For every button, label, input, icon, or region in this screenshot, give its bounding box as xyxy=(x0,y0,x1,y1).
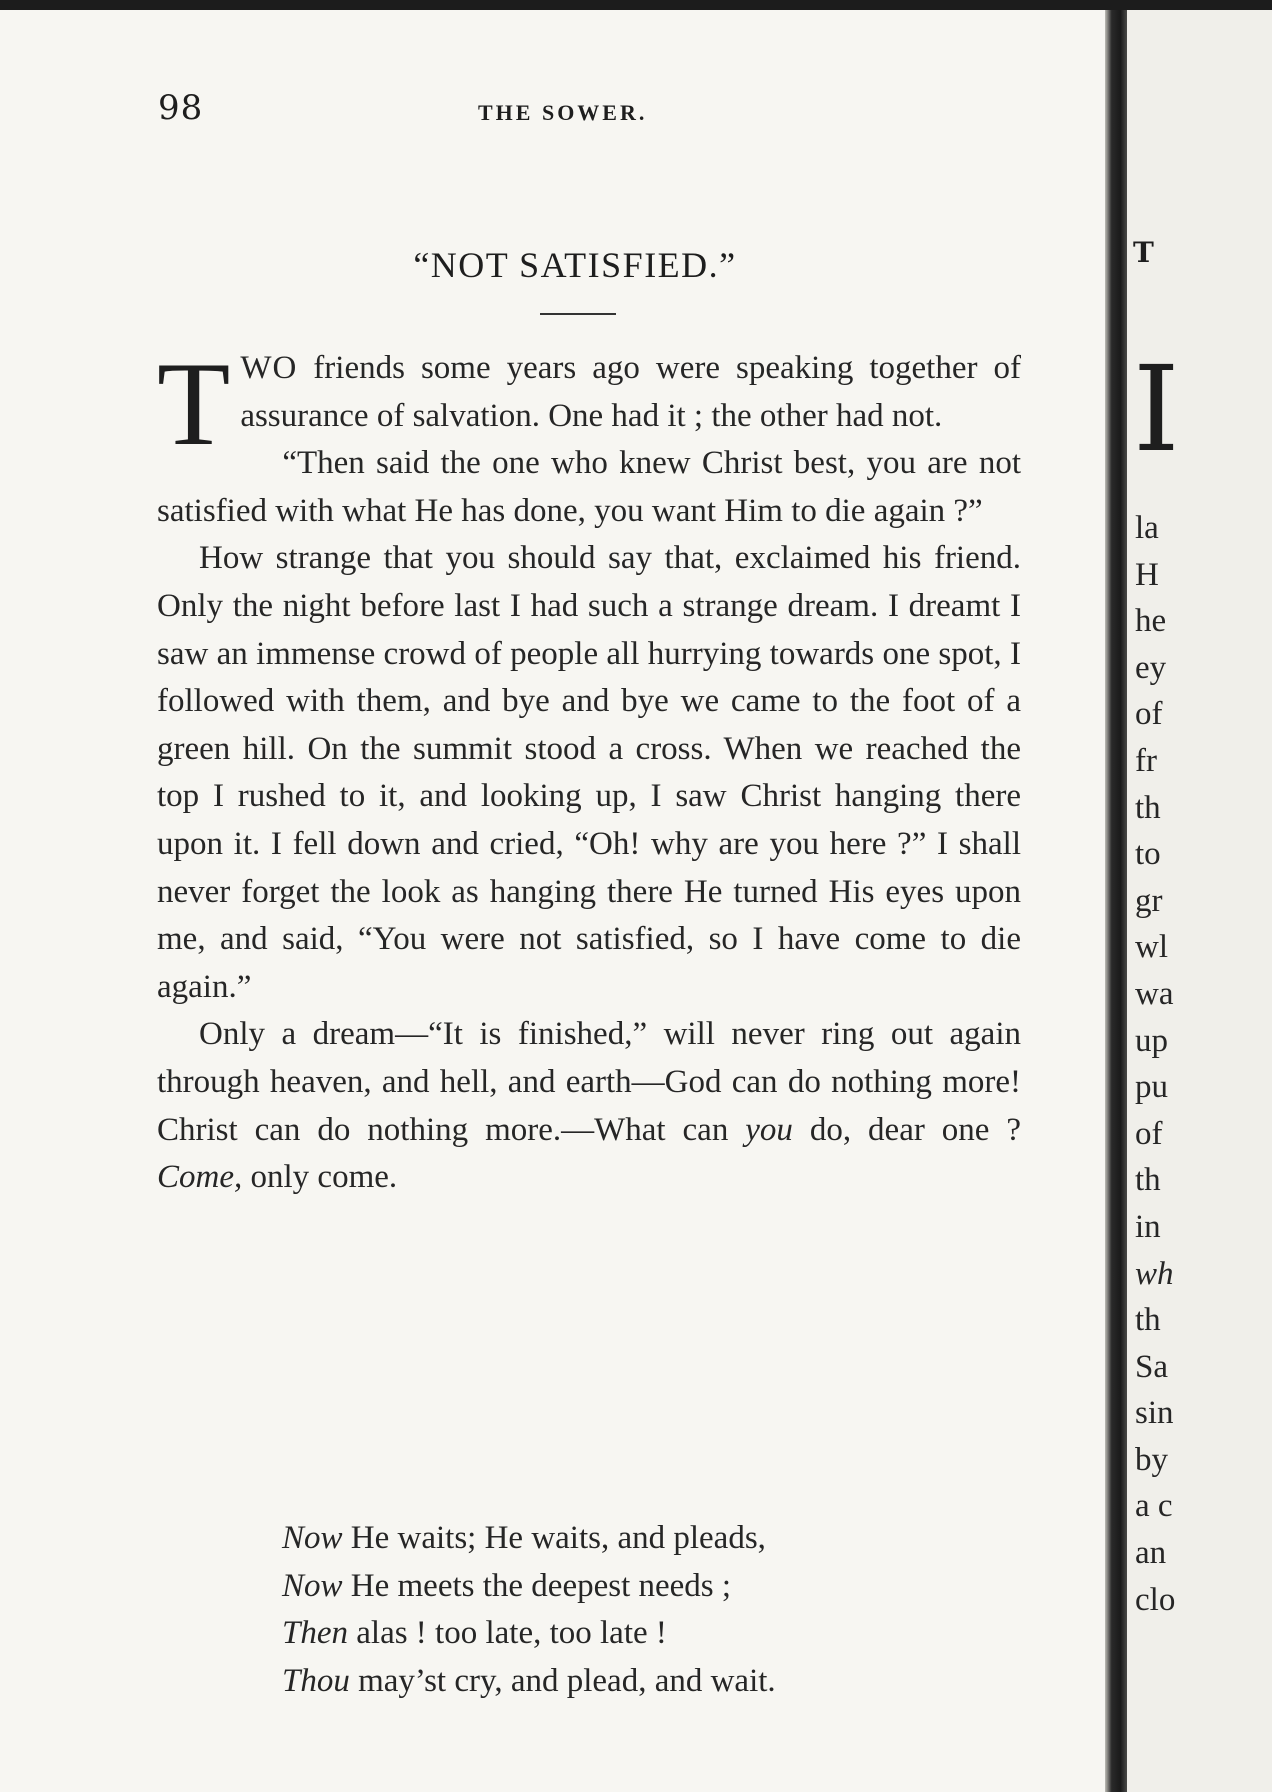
paragraph-4-you: you xyxy=(745,1111,793,1148)
running-head: THE SOWER. xyxy=(478,100,648,125)
right-page-line-fragment: pu xyxy=(1135,1069,1168,1106)
right-page-line-fragment: wa xyxy=(1135,975,1174,1012)
right-page-line-fragments xyxy=(1135,505,1175,1623)
paragraph-4-text-c: only come. xyxy=(242,1159,398,1196)
verse-line-emphasis: Thou xyxy=(282,1662,350,1699)
right-page-line-fragment: th xyxy=(1135,789,1161,826)
paragraph-4-text-a: Only a dream—“It is finished,” will never ring out again through heaven, and hell, and earth—God can do nothing more! Christ can do nothing more.—What can xyxy=(157,1016,1021,1148)
verse-line-text: He waits; He waits, and pleads, xyxy=(342,1520,766,1556)
right-page-line-fragment: wl xyxy=(1135,929,1168,966)
right-page-line-fragment: a c xyxy=(1135,1488,1173,1525)
book-gutter xyxy=(1105,10,1127,1792)
article-body xyxy=(157,337,1022,1202)
right-page-head-fragment: T xyxy=(1133,236,1154,269)
right-page-line-fragment: he xyxy=(1135,603,1167,640)
right-page-line-fragment: sin xyxy=(1135,1395,1174,1432)
right-page-line-fragment: an xyxy=(1135,1535,1167,1572)
verse-line-text: He meets the deepest needs ; xyxy=(342,1567,732,1604)
verse-line-emphasis: Now xyxy=(282,1520,343,1556)
right-page-line-fragment: up xyxy=(1135,1022,1168,1059)
right-page-line-fragment: wh xyxy=(1135,1255,1174,1292)
verse-line-text: alas ! too late, too late ! xyxy=(348,1615,667,1652)
right-page-line-fragment: fr xyxy=(1135,742,1157,779)
paragraph-4 xyxy=(157,1011,1021,1201)
right-page-line-fragment: Sa xyxy=(1135,1348,1168,1385)
right-page xyxy=(1127,10,1272,1792)
verse-line xyxy=(282,1515,982,1563)
verse-line-emphasis: Then xyxy=(282,1615,348,1652)
paragraph-1 xyxy=(157,337,1021,470)
right-page-line-fragment: of xyxy=(1135,696,1163,733)
right-page-line-fragment: clo xyxy=(1135,1581,1176,1618)
right-page-line-fragment: la xyxy=(1135,510,1159,546)
verse-line xyxy=(282,1658,982,1706)
paragraph-4-text-b: do, dear one ? xyxy=(792,1111,1022,1148)
verse-line xyxy=(282,1610,982,1658)
verse xyxy=(282,1515,982,1705)
right-page-line-fragment: gr xyxy=(1135,882,1163,919)
page-number: 98 xyxy=(158,88,204,128)
right-page-line-fragment: ey xyxy=(1135,649,1167,686)
first-words: WO xyxy=(240,350,298,386)
paragraph-4-come: Come, xyxy=(157,1159,243,1196)
right-page-line-fragment: H xyxy=(1135,556,1159,593)
right-page-initial-fragment: I xyxy=(1133,340,1180,478)
drop-cap: T xyxy=(157,337,231,470)
scan-top-edge xyxy=(0,0,1272,10)
paragraph-2: “Then said the one who knew Christ best, you are not satisfied with what He has done, you want Him to die again ?” xyxy=(157,445,1021,529)
right-page-line-fragment: to xyxy=(1135,836,1161,873)
paragraph-3: How strange that you should say that, exclaimed his friend. Only the night before last I had such a strange dream. I dreamt I saw an immense crowd of people all hurrying towards one spot, I followed with them, and bye and bye we came to the foot of a green hill. On the summit stood a cross. When we reached the top I rushed to it, and looking up, I saw Christ hanging there upon it. I fell down and cried, “Oh! why are you here ?” I shall never forget the look as hanging there He turned His eyes upon me, and said, “You were not satisfied, so I have come to die again.” xyxy=(157,540,1021,1005)
right-page-line-fragment: th xyxy=(1135,1162,1161,1199)
verse-line-text: may’st cry, and plead, and wait. xyxy=(349,1662,776,1699)
verse-line xyxy=(282,1563,982,1611)
right-page-line-fragment: by xyxy=(1135,1441,1168,1478)
right-page-line-fragment: of xyxy=(1135,1115,1163,1152)
paragraph-1-text: friends some years ago were speaking together of assurance of salvation. One had it ; the other had not. xyxy=(240,350,1021,434)
right-page-line-fragment: in xyxy=(1135,1208,1161,1245)
right-page-line-fragment: th xyxy=(1135,1302,1161,1339)
verse-line-emphasis: Now xyxy=(282,1567,343,1604)
article-title: “NOT SATISFIED.” xyxy=(413,245,737,285)
title-rule xyxy=(540,313,616,315)
